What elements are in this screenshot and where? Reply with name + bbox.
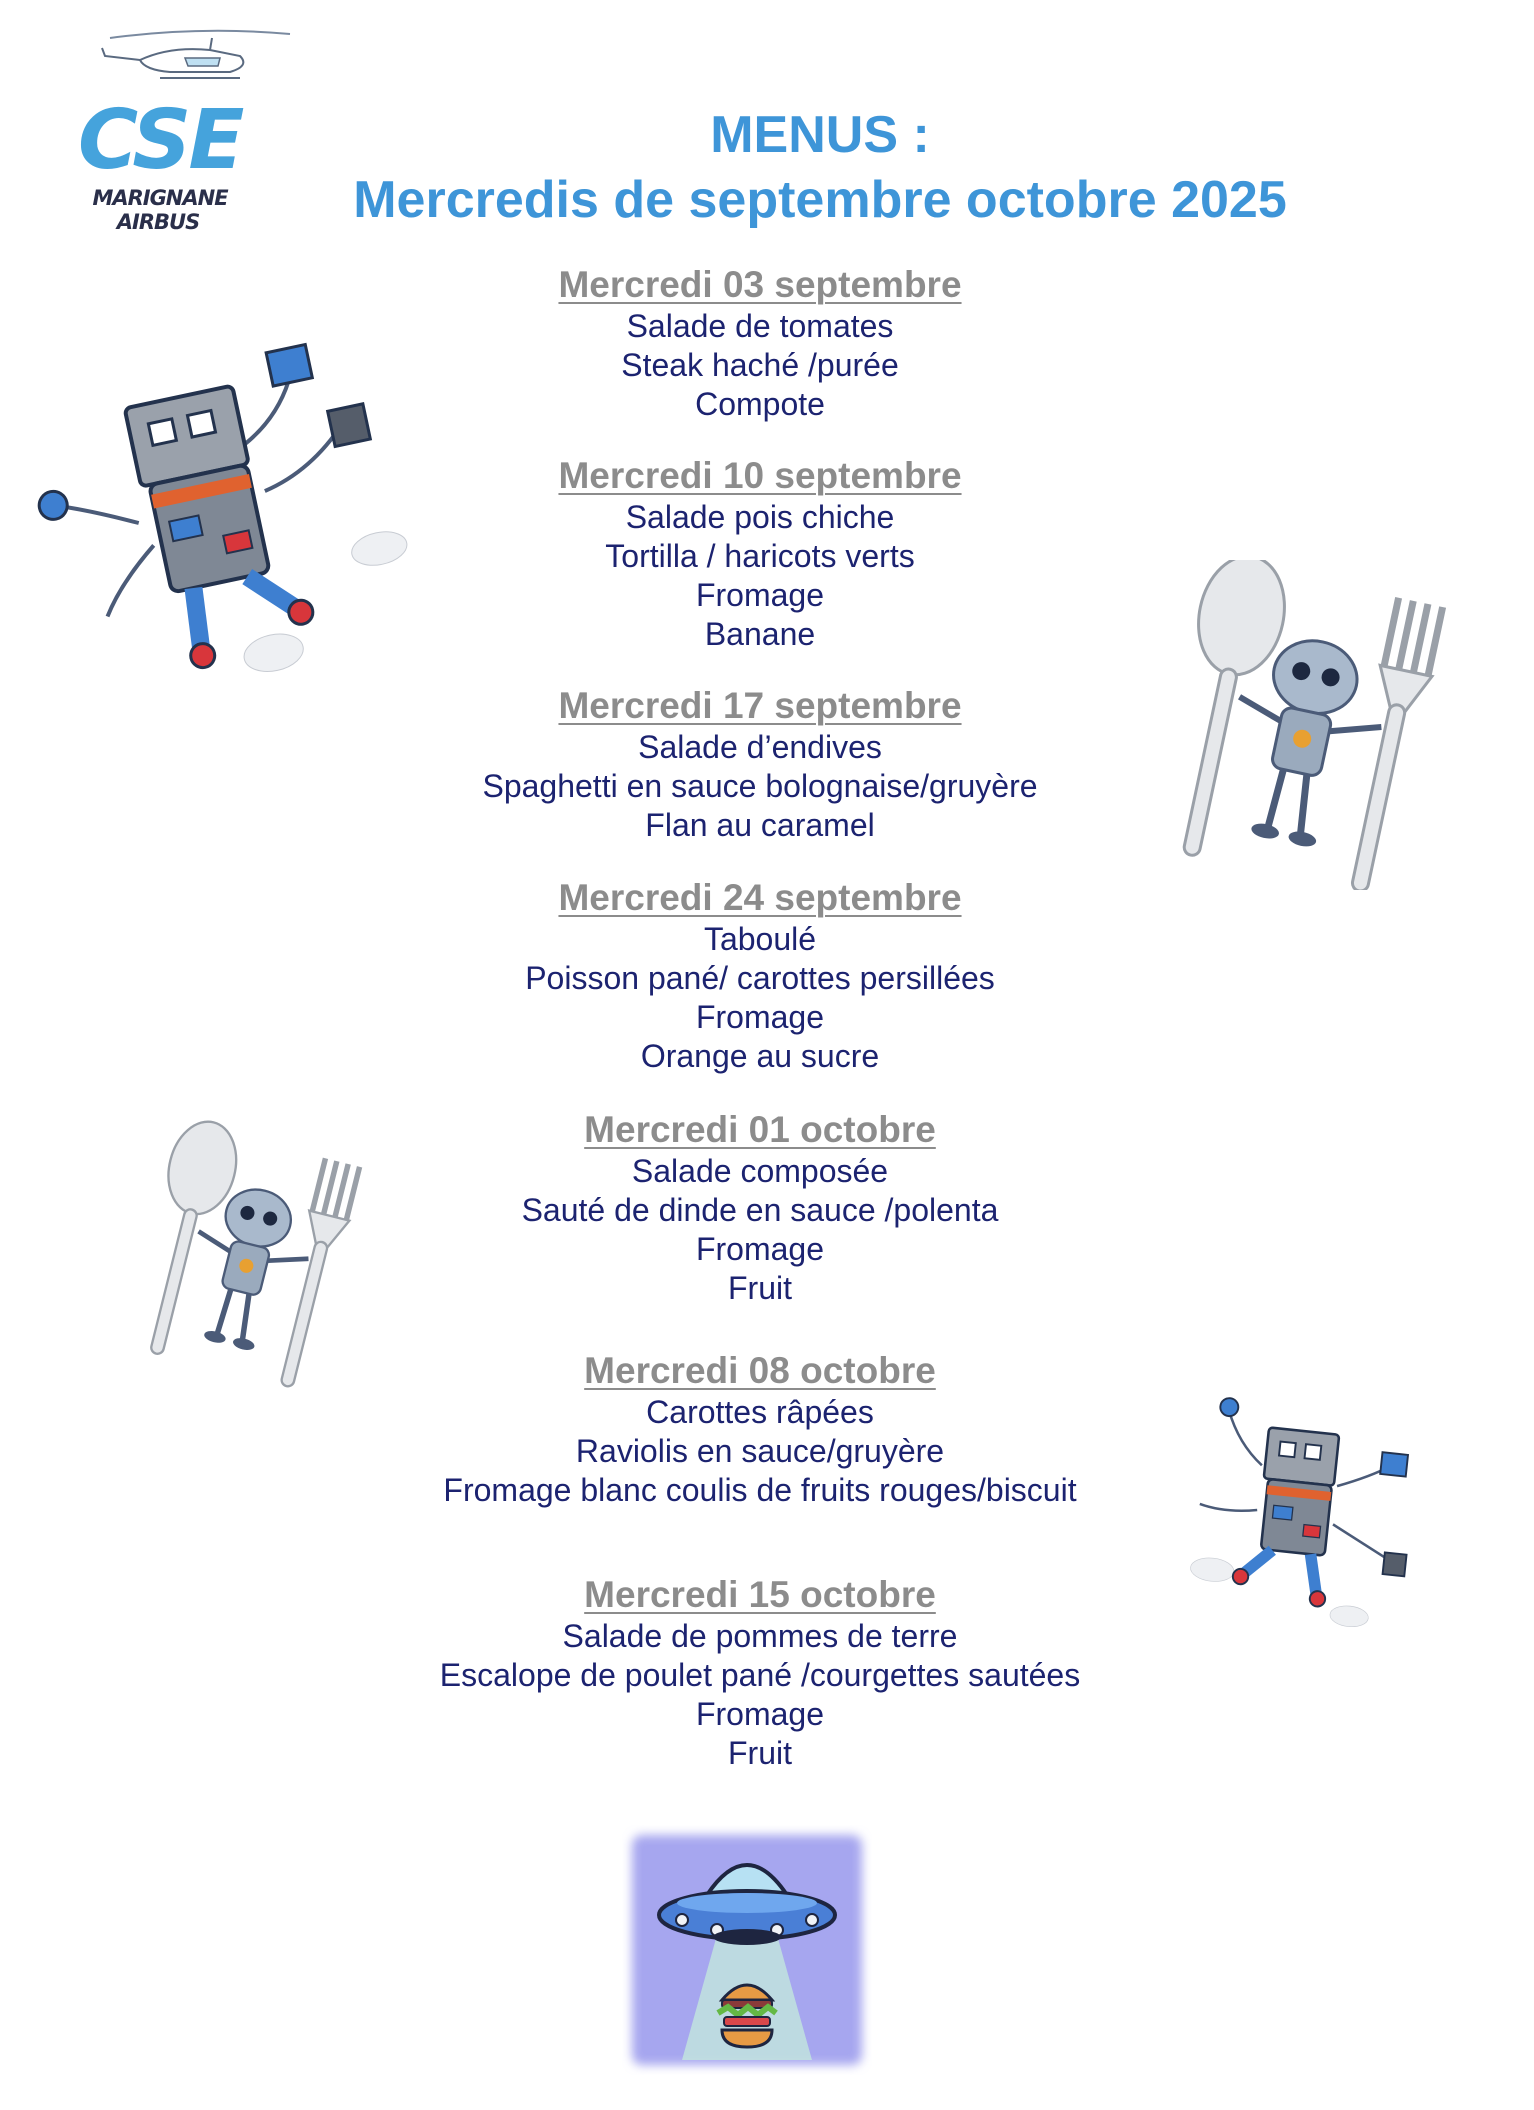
menu-date: Mercredi 15 octobre [584,1574,936,1615]
menu-item: Carottes râpées [646,1394,874,1430]
menu-item: Escalope de poulet pané /courgettes sautées [439,1657,1081,1693]
menu-date: Mercredi 08 octobre [584,1350,936,1391]
menu-item: Poisson pané/ carottes persillées [525,960,995,996]
menu-day [340,1349,1180,1510]
logo-line1: MARIGNANE [92,186,228,210]
menu-day [340,263,1180,424]
menu-item: Banane [704,616,816,652]
page-title: MENUS : [710,106,930,164]
menu-day [340,454,1180,654]
menu-day [340,876,1180,1076]
page-subtitle: Mercredis de septembre octobre 2025 [353,171,1287,229]
menu-item: Salade d’endives [638,729,882,765]
logo-line2: AIRBUS [116,210,200,234]
menu-date: Mercredi 17 septembre [558,685,962,726]
menu-date: Mercredi 03 septembre [558,264,962,305]
menu-item: Salade pois chiche [625,499,895,535]
menu-item: Salade de pommes de terre [562,1618,958,1654]
menu-item: Fromage [695,1696,825,1732]
menu-item: Fruit [728,1735,792,1771]
robot-jetpack-icon [1180,1390,1430,1640]
menu-item: Taboulé [703,921,817,957]
menu-date: Mercredi 01 octobre [584,1109,936,1150]
menu-item: Raviolis en sauce/gruyère [575,1433,945,1469]
menu-day [340,1108,1180,1308]
menu-item: Fromage [695,1231,825,1267]
menu-item: Fromage [695,577,825,613]
menu-item: Steak haché /purée [621,347,899,383]
robot-spoon-fork-icon [1140,560,1460,890]
robot-jetpack-icon [30,330,420,710]
helicopter-icon [100,18,300,88]
menu-date: Mercredi 24 septembre [558,877,962,918]
menu-item: Tortilla / haricots verts [605,538,915,574]
menu-item: Sauté de dinde en sauce /polenta [521,1192,999,1228]
menu-item: Fromage blanc coulis de fruits rouges/biscuit [443,1472,1077,1508]
menu-date: Mercredi 10 septembre [558,455,962,496]
menu-item: Spaghetti en sauce bolognaise/gruyère [482,768,1038,804]
ufo-burger-icon [622,1825,872,2075]
menu-item: Salade composée [631,1153,889,1189]
menu-item: Fruit [728,1270,792,1306]
menu-item: Salade de tomates [626,308,894,344]
cse-logo [70,18,270,234]
menu-item: Compote [695,386,825,422]
menu-item: Orange au sucre [640,1038,880,1074]
robot-spoon-fork-icon [120,1120,370,1390]
menu-day [340,684,1180,845]
menu-item: Flan au caramel [645,807,875,843]
menu-day [340,1573,1180,1773]
logo-text: CSE [78,93,242,188]
menu-item: Fromage [695,999,825,1035]
